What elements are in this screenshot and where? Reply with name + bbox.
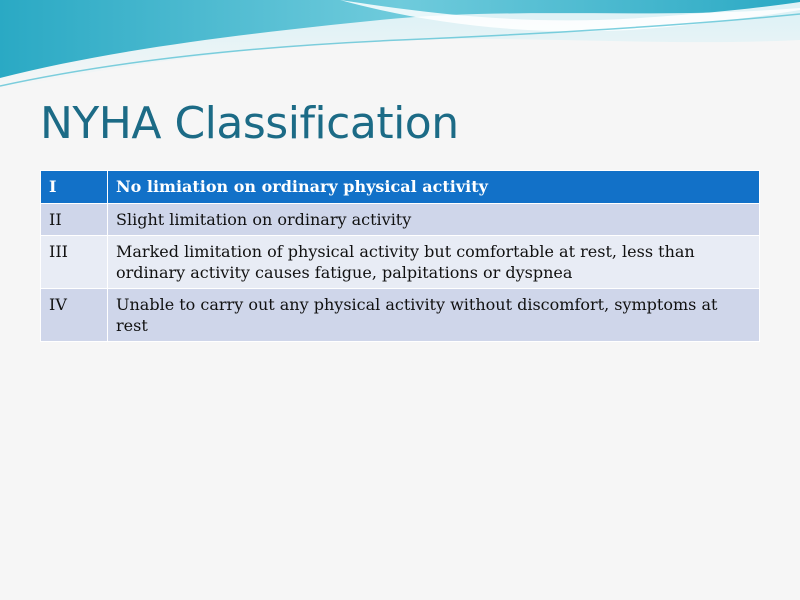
table-row — [41, 204, 760, 236]
description-cell: Unable to carry out any physical activity without discomfort, symptoms at rest — [108, 289, 760, 342]
description-cell: Marked limitation of physical activity but comfortable at rest, less than ordinary activity causes fatigue, palpitations or dyspnea — [108, 236, 760, 289]
description-cell: Slight limitation on ordinary activity — [108, 204, 760, 236]
class-cell: II — [41, 204, 108, 236]
table-row — [41, 289, 760, 342]
class-cell: IV — [41, 289, 108, 342]
class-cell: III — [41, 236, 108, 289]
nyha-classification-table — [40, 170, 760, 342]
decorative-wave-header — [0, 0, 800, 95]
description-cell: No limiation on ordinary physical activity — [108, 171, 760, 204]
table-row — [41, 171, 760, 204]
table-row — [41, 236, 760, 289]
class-cell: I — [41, 171, 108, 204]
page-title: NYHA Classification — [40, 98, 459, 149]
